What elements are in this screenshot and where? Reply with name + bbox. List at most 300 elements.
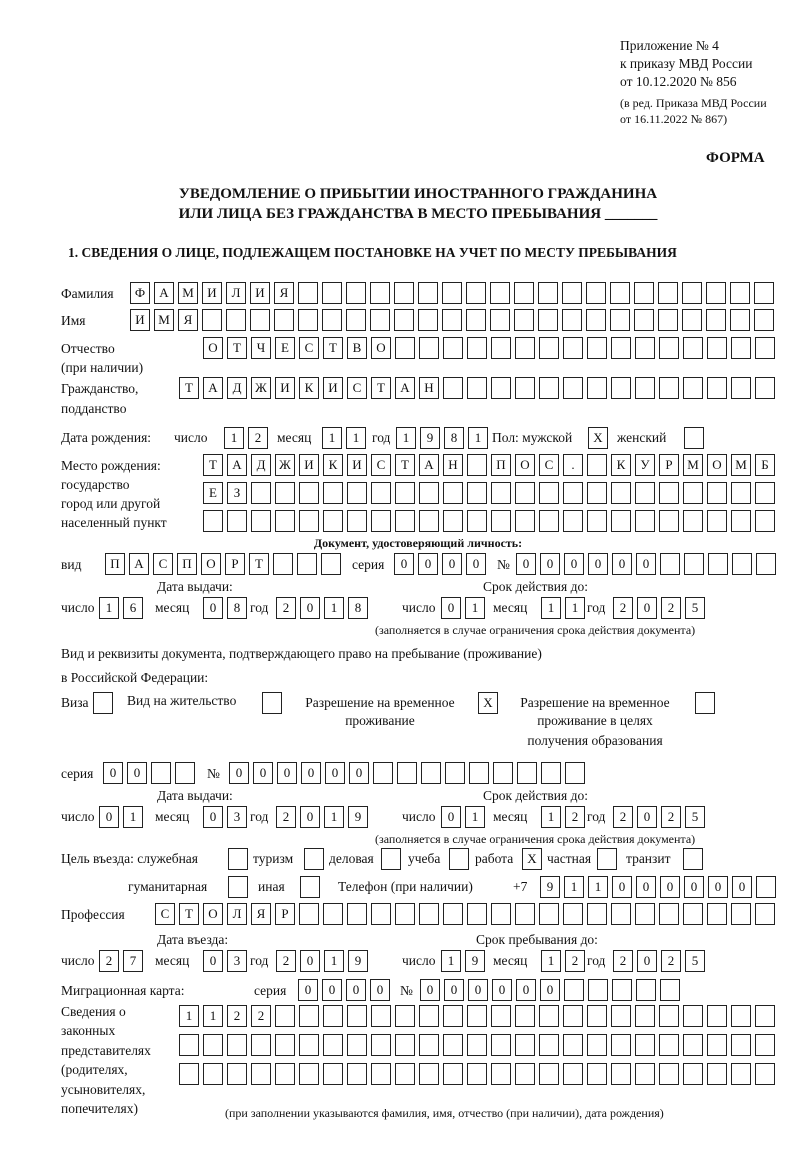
char-cell[interactable] [514, 282, 534, 304]
char-cell[interactable]: 0 [370, 979, 390, 1001]
char-cell[interactable] [659, 1005, 679, 1027]
char-cell[interactable] [443, 903, 463, 925]
char-cell[interactable]: 1 [324, 597, 344, 619]
char-cell[interactable]: 8 [227, 597, 247, 619]
char-cell[interactable] [586, 282, 606, 304]
char-cell[interactable]: 0 [732, 876, 752, 898]
char-cell[interactable] [538, 282, 558, 304]
char-cell[interactable]: 1 [465, 597, 485, 619]
char-cell[interactable] [323, 1005, 343, 1027]
char-cell[interactable]: 2 [227, 1005, 247, 1027]
char-cell[interactable] [597, 848, 617, 870]
char-cell[interactable] [491, 1063, 511, 1085]
char-cell[interactable] [300, 876, 320, 898]
char-cell[interactable] [275, 1005, 295, 1027]
char-cell[interactable] [298, 282, 318, 304]
char-cell[interactable]: 1 [541, 806, 561, 828]
char-cell[interactable]: Р [275, 903, 295, 925]
char-cell[interactable]: 0 [612, 876, 632, 898]
char-cell[interactable]: К [323, 454, 343, 476]
char-cell[interactable]: 2 [613, 806, 633, 828]
char-cell[interactable]: 0 [637, 597, 657, 619]
char-cell[interactable] [347, 482, 367, 504]
char-cell[interactable] [227, 1034, 247, 1056]
char-cell[interactable] [442, 309, 462, 331]
char-cell[interactable] [371, 1063, 391, 1085]
char-cell[interactable] [491, 510, 511, 532]
char-cell[interactable]: Т [179, 377, 199, 399]
char-cell[interactable] [275, 510, 295, 532]
char-cell[interactable]: П [491, 454, 511, 476]
char-cell[interactable] [612, 979, 632, 1001]
char-cell[interactable]: О [203, 903, 223, 925]
char-cell[interactable]: А [227, 454, 247, 476]
char-cell[interactable] [346, 282, 366, 304]
char-cell[interactable]: Т [323, 337, 343, 359]
char-cell[interactable] [322, 282, 342, 304]
char-cell[interactable]: 1 [396, 427, 416, 449]
char-cell[interactable] [515, 377, 535, 399]
char-cell[interactable] [706, 309, 726, 331]
char-cell[interactable]: Е [203, 482, 223, 504]
char-cell[interactable] [275, 1063, 295, 1085]
char-cell[interactable] [323, 1063, 343, 1085]
char-cell[interactable]: С [539, 454, 559, 476]
char-cell[interactable]: И [130, 309, 150, 331]
char-cell[interactable] [755, 1063, 775, 1085]
char-cell[interactable] [564, 979, 584, 1001]
char-cell[interactable]: 9 [540, 876, 560, 898]
char-cell[interactable] [706, 282, 726, 304]
char-cell[interactable] [347, 1063, 367, 1085]
char-cell[interactable] [299, 1063, 319, 1085]
char-cell[interactable]: 0 [99, 806, 119, 828]
char-cell[interactable] [587, 1063, 607, 1085]
char-cell[interactable]: 0 [127, 762, 147, 784]
char-cell[interactable]: С [371, 454, 391, 476]
char-cell[interactable] [755, 337, 775, 359]
char-cell[interactable]: 0 [637, 950, 657, 972]
char-cell[interactable] [322, 309, 342, 331]
char-cell[interactable] [588, 979, 608, 1001]
char-cell[interactable] [658, 282, 678, 304]
char-cell[interactable] [586, 309, 606, 331]
char-cell[interactable]: Я [274, 282, 294, 304]
char-cell[interactable]: О [515, 454, 535, 476]
char-cell[interactable] [658, 309, 678, 331]
char-cell[interactable] [660, 979, 680, 1001]
char-cell[interactable]: 2 [276, 806, 296, 828]
char-cell[interactable]: М [683, 454, 703, 476]
char-cell[interactable] [659, 482, 679, 504]
char-cell[interactable] [395, 1034, 415, 1056]
char-cell[interactable]: 0 [277, 762, 297, 784]
char-cell[interactable] [683, 337, 703, 359]
char-cell[interactable] [251, 1034, 271, 1056]
char-cell[interactable] [419, 337, 439, 359]
char-cell[interactable]: 2 [251, 1005, 271, 1027]
char-cell[interactable]: 2 [613, 597, 633, 619]
char-cell[interactable]: Т [179, 903, 199, 925]
char-cell[interactable]: М [731, 454, 751, 476]
char-cell[interactable]: 0 [540, 979, 560, 1001]
char-cell[interactable]: 7 [123, 950, 143, 972]
char-cell[interactable]: Т [249, 553, 269, 575]
char-cell[interactable] [635, 482, 655, 504]
char-cell[interactable]: 0 [394, 553, 414, 575]
char-cell[interactable] [634, 282, 654, 304]
char-cell[interactable]: О [203, 337, 223, 359]
char-cell[interactable] [659, 1063, 679, 1085]
char-cell[interactable] [754, 282, 774, 304]
char-cell[interactable] [371, 482, 391, 504]
char-cell[interactable]: И [275, 377, 295, 399]
char-cell[interactable] [443, 482, 463, 504]
char-cell[interactable] [371, 510, 391, 532]
char-cell[interactable] [707, 1005, 727, 1027]
char-cell[interactable]: 0 [203, 806, 223, 828]
char-cell[interactable]: К [611, 454, 631, 476]
char-cell[interactable]: 2 [276, 950, 296, 972]
char-cell[interactable] [466, 282, 486, 304]
char-cell[interactable] [443, 337, 463, 359]
char-cell[interactable] [299, 1034, 319, 1056]
char-cell[interactable]: 5 [685, 597, 705, 619]
char-cell[interactable] [660, 553, 680, 575]
char-cell[interactable] [443, 1034, 463, 1056]
char-cell[interactable]: Л [226, 282, 246, 304]
char-cell[interactable]: 0 [612, 553, 632, 575]
char-cell[interactable] [587, 454, 607, 476]
char-cell[interactable]: Н [419, 377, 439, 399]
char-cell[interactable]: 1 [468, 427, 488, 449]
char-cell[interactable] [635, 1063, 655, 1085]
char-cell[interactable]: 0 [325, 762, 345, 784]
char-cell[interactable] [419, 1005, 439, 1027]
char-cell[interactable]: 0 [684, 876, 704, 898]
char-cell[interactable]: X [588, 427, 608, 449]
char-cell[interactable] [611, 510, 631, 532]
char-cell[interactable]: З [227, 482, 247, 504]
char-cell[interactable] [491, 377, 511, 399]
char-cell[interactable]: 1 [565, 597, 585, 619]
char-cell[interactable]: 0 [442, 553, 462, 575]
char-cell[interactable]: 3 [227, 950, 247, 972]
char-cell[interactable]: 0 [203, 597, 223, 619]
char-cell[interactable] [707, 1034, 727, 1056]
char-cell[interactable] [730, 309, 750, 331]
char-cell[interactable] [659, 903, 679, 925]
char-cell[interactable] [707, 510, 727, 532]
char-cell[interactable] [467, 903, 487, 925]
char-cell[interactable] [731, 337, 751, 359]
char-cell[interactable] [563, 1063, 583, 1085]
char-cell[interactable] [419, 482, 439, 504]
char-cell[interactable]: 0 [441, 806, 461, 828]
char-cell[interactable]: 1 [203, 1005, 223, 1027]
char-cell[interactable] [227, 1063, 247, 1085]
char-cell[interactable]: Т [203, 454, 223, 476]
char-cell[interactable]: И [323, 377, 343, 399]
char-cell[interactable]: 0 [636, 553, 656, 575]
char-cell[interactable] [539, 377, 559, 399]
char-cell[interactable] [395, 1005, 415, 1027]
char-cell[interactable] [707, 482, 727, 504]
char-cell[interactable] [491, 337, 511, 359]
char-cell[interactable] [381, 848, 401, 870]
char-cell[interactable] [755, 1005, 775, 1027]
char-cell[interactable] [228, 848, 248, 870]
char-cell[interactable]: 2 [661, 597, 681, 619]
char-cell[interactable]: 0 [588, 553, 608, 575]
char-cell[interactable] [467, 337, 487, 359]
char-cell[interactable] [707, 337, 727, 359]
char-cell[interactable] [490, 309, 510, 331]
char-cell[interactable] [707, 377, 727, 399]
char-cell[interactable]: 0 [516, 553, 536, 575]
char-cell[interactable]: 1 [324, 806, 344, 828]
char-cell[interactable]: М [178, 282, 198, 304]
char-cell[interactable]: 2 [565, 806, 585, 828]
char-cell[interactable]: Д [251, 454, 271, 476]
char-cell[interactable]: А [395, 377, 415, 399]
char-cell[interactable] [273, 553, 293, 575]
char-cell[interactable] [538, 309, 558, 331]
char-cell[interactable]: М [154, 309, 174, 331]
char-cell[interactable] [304, 848, 324, 870]
char-cell[interactable] [421, 762, 441, 784]
char-cell[interactable] [443, 1005, 463, 1027]
char-cell[interactable]: О [371, 337, 391, 359]
char-cell[interactable] [228, 876, 248, 898]
char-cell[interactable] [394, 282, 414, 304]
char-cell[interactable] [563, 1005, 583, 1027]
char-cell[interactable] [756, 876, 776, 898]
char-cell[interactable]: 9 [465, 950, 485, 972]
char-cell[interactable]: 0 [229, 762, 249, 784]
char-cell[interactable] [467, 1005, 487, 1027]
char-cell[interactable] [467, 1063, 487, 1085]
char-cell[interactable]: А [419, 454, 439, 476]
char-cell[interactable] [442, 282, 462, 304]
char-cell[interactable]: 1 [465, 806, 485, 828]
char-cell[interactable]: 0 [298, 979, 318, 1001]
char-cell[interactable]: 2 [99, 950, 119, 972]
char-cell[interactable]: 1 [564, 876, 584, 898]
char-cell[interactable] [262, 692, 282, 714]
char-cell[interactable] [491, 903, 511, 925]
char-cell[interactable] [515, 1005, 535, 1027]
char-cell[interactable] [539, 1034, 559, 1056]
char-cell[interactable]: 0 [253, 762, 273, 784]
char-cell[interactable] [659, 337, 679, 359]
char-cell[interactable] [346, 309, 366, 331]
char-cell[interactable]: 1 [541, 950, 561, 972]
char-cell[interactable] [755, 1034, 775, 1056]
char-cell[interactable] [707, 1063, 727, 1085]
char-cell[interactable]: 0 [444, 979, 464, 1001]
char-cell[interactable]: X [522, 848, 542, 870]
char-cell[interactable] [539, 510, 559, 532]
char-cell[interactable] [682, 282, 702, 304]
char-cell[interactable] [515, 337, 535, 359]
char-cell[interactable] [151, 762, 171, 784]
char-cell[interactable]: Т [395, 454, 415, 476]
char-cell[interactable] [299, 1005, 319, 1027]
char-cell[interactable] [443, 377, 463, 399]
char-cell[interactable] [274, 309, 294, 331]
char-cell[interactable] [562, 282, 582, 304]
char-cell[interactable]: 8 [348, 597, 368, 619]
char-cell[interactable] [659, 377, 679, 399]
char-cell[interactable] [179, 1063, 199, 1085]
char-cell[interactable] [443, 1063, 463, 1085]
char-cell[interactable] [684, 553, 704, 575]
char-cell[interactable] [563, 482, 583, 504]
char-cell[interactable]: Ч [251, 337, 271, 359]
char-cell[interactable] [202, 309, 222, 331]
char-cell[interactable] [731, 1063, 751, 1085]
char-cell[interactable]: 0 [540, 553, 560, 575]
char-cell[interactable] [227, 510, 247, 532]
char-cell[interactable] [370, 282, 390, 304]
char-cell[interactable] [587, 337, 607, 359]
char-cell[interactable]: 9 [348, 950, 368, 972]
char-cell[interactable]: Д [227, 377, 247, 399]
char-cell[interactable]: 0 [466, 553, 486, 575]
char-cell[interactable] [493, 762, 513, 784]
char-cell[interactable]: 0 [300, 597, 320, 619]
char-cell[interactable]: У [635, 454, 655, 476]
char-cell[interactable]: 0 [637, 806, 657, 828]
char-cell[interactable] [683, 848, 703, 870]
char-cell[interactable] [467, 454, 487, 476]
char-cell[interactable]: А [154, 282, 174, 304]
char-cell[interactable]: X [478, 692, 498, 714]
char-cell[interactable]: С [155, 903, 175, 925]
char-cell[interactable] [179, 1034, 199, 1056]
char-cell[interactable] [587, 482, 607, 504]
char-cell[interactable] [469, 762, 489, 784]
char-cell[interactable] [563, 377, 583, 399]
char-cell[interactable] [683, 482, 703, 504]
char-cell[interactable] [635, 903, 655, 925]
char-cell[interactable]: 0 [349, 762, 369, 784]
char-cell[interactable] [175, 762, 195, 784]
char-cell[interactable]: 1 [224, 427, 244, 449]
char-cell[interactable]: О [201, 553, 221, 575]
char-cell[interactable] [731, 903, 751, 925]
char-cell[interactable] [203, 510, 223, 532]
char-cell[interactable] [539, 903, 559, 925]
char-cell[interactable]: 1 [99, 597, 119, 619]
char-cell[interactable] [541, 762, 561, 784]
char-cell[interactable] [682, 309, 702, 331]
char-cell[interactable] [683, 1063, 703, 1085]
char-cell[interactable]: Б [755, 454, 775, 476]
char-cell[interactable]: . [563, 454, 583, 476]
char-cell[interactable] [490, 282, 510, 304]
char-cell[interactable]: 1 [541, 597, 561, 619]
char-cell[interactable] [731, 1034, 751, 1056]
char-cell[interactable]: 0 [516, 979, 536, 1001]
char-cell[interactable] [611, 903, 631, 925]
char-cell[interactable]: А [203, 377, 223, 399]
char-cell[interactable] [539, 337, 559, 359]
char-cell[interactable]: 0 [441, 597, 461, 619]
char-cell[interactable] [397, 762, 417, 784]
char-cell[interactable]: Л [227, 903, 247, 925]
char-cell[interactable] [275, 482, 295, 504]
char-cell[interactable]: Я [178, 309, 198, 331]
char-cell[interactable] [323, 510, 343, 532]
char-cell[interactable] [636, 979, 656, 1001]
char-cell[interactable]: 1 [324, 950, 344, 972]
char-cell[interactable]: 2 [248, 427, 268, 449]
char-cell[interactable] [683, 903, 703, 925]
char-cell[interactable] [539, 1005, 559, 1027]
char-cell[interactable] [297, 553, 317, 575]
char-cell[interactable] [755, 482, 775, 504]
char-cell[interactable]: 0 [346, 979, 366, 1001]
char-cell[interactable] [754, 309, 774, 331]
char-cell[interactable] [419, 903, 439, 925]
char-cell[interactable] [755, 903, 775, 925]
char-cell[interactable] [539, 482, 559, 504]
char-cell[interactable] [443, 510, 463, 532]
char-cell[interactable]: 2 [276, 597, 296, 619]
char-cell[interactable]: 0 [564, 553, 584, 575]
char-cell[interactable]: И [299, 454, 319, 476]
char-cell[interactable] [695, 692, 715, 714]
char-cell[interactable] [610, 309, 630, 331]
char-cell[interactable]: 0 [708, 876, 728, 898]
char-cell[interactable] [635, 1034, 655, 1056]
char-cell[interactable] [635, 1005, 655, 1027]
char-cell[interactable] [514, 309, 534, 331]
char-cell[interactable] [755, 510, 775, 532]
char-cell[interactable] [539, 1063, 559, 1085]
char-cell[interactable] [611, 1034, 631, 1056]
char-cell[interactable]: Е [275, 337, 295, 359]
char-cell[interactable] [251, 482, 271, 504]
char-cell[interactable] [731, 1005, 751, 1027]
char-cell[interactable] [419, 1034, 439, 1056]
char-cell[interactable] [611, 377, 631, 399]
char-cell[interactable] [611, 337, 631, 359]
char-cell[interactable]: 0 [418, 553, 438, 575]
char-cell[interactable] [708, 553, 728, 575]
char-cell[interactable]: 1 [123, 806, 143, 828]
char-cell[interactable]: Н [443, 454, 463, 476]
char-cell[interactable] [419, 1063, 439, 1085]
char-cell[interactable] [707, 903, 727, 925]
char-cell[interactable]: 0 [103, 762, 123, 784]
char-cell[interactable] [418, 309, 438, 331]
char-cell[interactable] [515, 482, 535, 504]
char-cell[interactable] [563, 903, 583, 925]
char-cell[interactable] [587, 377, 607, 399]
char-cell[interactable]: 5 [685, 950, 705, 972]
char-cell[interactable]: 1 [588, 876, 608, 898]
char-cell[interactable] [683, 510, 703, 532]
char-cell[interactable]: 1 [322, 427, 342, 449]
char-cell[interactable] [203, 1034, 223, 1056]
char-cell[interactable] [517, 762, 537, 784]
char-cell[interactable] [611, 482, 631, 504]
char-cell[interactable] [635, 377, 655, 399]
char-cell[interactable] [587, 510, 607, 532]
